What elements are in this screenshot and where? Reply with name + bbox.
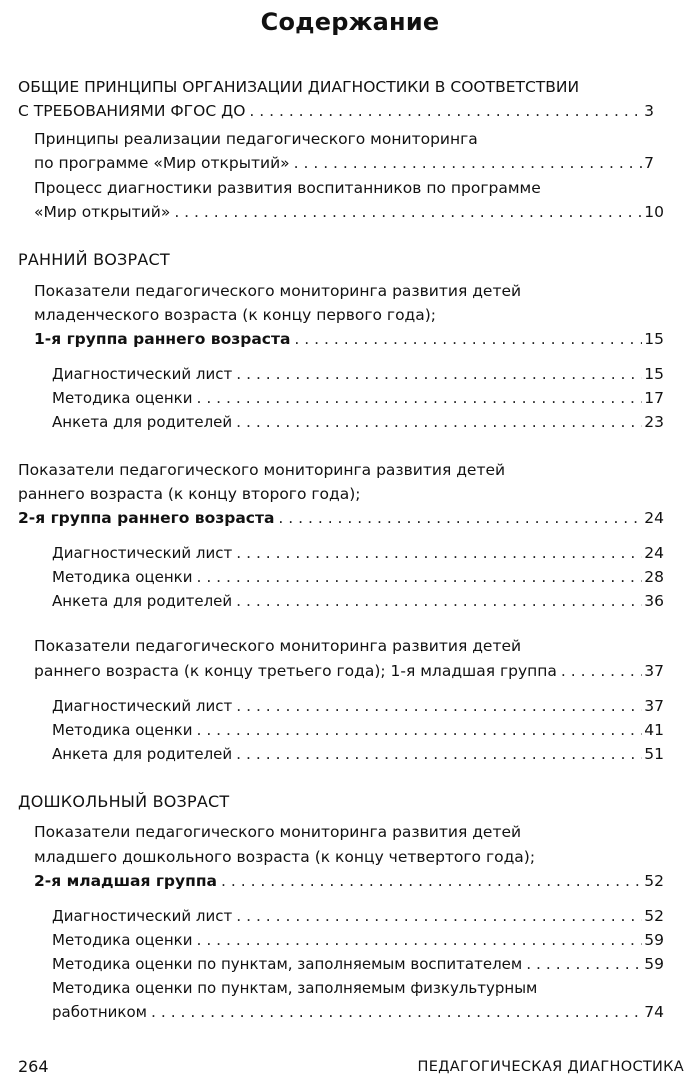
- toc-sub-entry[interactable]: [52, 694, 664, 718]
- toc-entry-text: 2-я группа раннего возраста: [18, 509, 275, 527]
- toc-page-number: 15: [644, 330, 664, 348]
- toc-group-line2: младшего дошкольного возраста (к концу четвертого года);: [34, 848, 536, 866]
- toc-entry-text: Анкета для родителей: [52, 745, 233, 763]
- toc-entry-early-group1[interactable]: [34, 327, 664, 351]
- toc-entry-text: 1-я группа раннего возраста: [34, 330, 291, 348]
- toc-group-line2: младенческого возраста (к концу первого года);: [34, 306, 437, 324]
- toc-sub-entry[interactable]: [52, 928, 664, 952]
- toc-page-number: 36: [644, 592, 664, 610]
- toc-entry-text: 2-я младшая группа: [34, 872, 218, 890]
- toc-entry-text: Анкета для родителей: [52, 592, 233, 610]
- leader-dots: [294, 327, 642, 351]
- toc-page-number: 28: [644, 568, 664, 586]
- toc-page-number: 41: [644, 721, 664, 739]
- page-title: Содержание: [260, 8, 440, 36]
- toc-entry-text: Диагностический лист: [52, 544, 233, 562]
- toc-group-line1: Показатели педагогического мониторинга развития детей: [18, 461, 506, 479]
- leader-dots: [196, 928, 642, 952]
- toc-page-number: 52: [644, 907, 664, 925]
- toc-entry-early-group3[interactable]: [34, 659, 664, 683]
- toc-entry-text: Методика оценки: [52, 931, 193, 949]
- leader-dots: [236, 410, 642, 434]
- toc-sub-entry[interactable]: [52, 1000, 664, 1024]
- toc-entry-text: Анкета для родителей: [52, 413, 233, 431]
- toc-page-number: 23: [644, 413, 664, 431]
- toc-page-number: 59: [644, 955, 664, 973]
- leader-dots: [236, 541, 642, 565]
- toc-sub-entry[interactable]: [52, 410, 664, 434]
- toc-sub-entry[interactable]: [52, 541, 664, 565]
- leader-dots: [236, 694, 642, 718]
- toc-entry-early-group2[interactable]: [18, 506, 664, 530]
- toc-page-number: 10: [644, 203, 664, 221]
- toc-group-line1: Показатели педагогического мониторинга развития детей: [34, 282, 522, 300]
- toc-entry-text: С ТРЕБОВАНИЯМИ ФГОС ДО: [18, 102, 246, 120]
- toc-sub-entry[interactable]: [52, 386, 664, 410]
- toc-entry-text: Диагностический лист: [52, 907, 233, 925]
- toc-page-number: 3: [644, 102, 654, 120]
- toc-page-number: 59: [644, 931, 664, 949]
- toc-general-line1: ОБЩИЕ ПРИНЦИПЫ ОРГАНИЗАЦИИ ДИАГНОСТИКИ В СООТВЕТСТВИИ: [18, 78, 580, 96]
- toc-entry-text: Методика оценки: [52, 389, 193, 407]
- toc-entry-text: работником: [52, 1003, 147, 1021]
- leader-dots: [236, 742, 642, 766]
- leader-dots: [196, 718, 642, 742]
- toc-entry-general[interactable]: [18, 99, 654, 123]
- toc-sub-entry[interactable]: [52, 362, 664, 386]
- toc-entry-process[interactable]: [34, 200, 664, 224]
- leader-dots: [236, 362, 642, 386]
- toc-entry-text: Диагностический лист: [52, 697, 233, 715]
- leader-dots: [236, 589, 642, 613]
- leader-dots: [221, 869, 642, 893]
- leader-dots: [196, 565, 642, 589]
- toc-entry-text: Методика оценки: [52, 568, 193, 586]
- toc-sub-entry[interactable]: [52, 565, 664, 589]
- toc-sub-line1: Методика оценки по пунктам, заполняемым физкультурным: [52, 979, 538, 997]
- section-heading-early: РАННИЙ ВОЗРАСТ: [18, 250, 170, 269]
- toc-page-number: 17: [644, 389, 664, 407]
- toc-entry-text: Методика оценки: [52, 721, 193, 739]
- toc-page-number: 24: [644, 509, 664, 527]
- leader-dots: [249, 99, 642, 123]
- toc-group-line2: раннего возраста (к концу второго года);: [18, 485, 361, 503]
- toc-sub-entry[interactable]: [52, 904, 664, 928]
- toc-entry-text: по программе «Мир открытий»: [34, 154, 290, 172]
- toc-page-number: 7: [644, 154, 654, 172]
- toc-page-number: 74: [644, 1003, 664, 1021]
- leader-dots: [196, 386, 642, 410]
- toc-item-line1: Процесс диагностики развития воспитанников по программе: [34, 179, 541, 197]
- toc-group-line1: Показатели педагогического мониторинга развития детей: [34, 823, 522, 841]
- toc-page-number: 24: [644, 544, 664, 562]
- toc-entry-text: Диагностический лист: [52, 365, 233, 383]
- toc-entry-preschool-group1[interactable]: [34, 869, 664, 893]
- toc-page-number: 52: [644, 872, 664, 890]
- toc-item-line1: Принципы реализации педагогического мониторинга: [34, 130, 478, 148]
- page-number: 264: [18, 1057, 49, 1076]
- toc-sub-entry[interactable]: [52, 718, 664, 742]
- running-title: ПЕДАГОГИЧЕСКАЯ ДИАГНОСТИКА: [417, 1059, 684, 1075]
- leader-dots: [561, 659, 642, 683]
- section-heading-preschool: ДОШКОЛЬНЫЙ ВОЗРАСТ: [18, 792, 230, 811]
- leader-dots: [526, 952, 642, 976]
- toc-page-number: 37: [644, 662, 664, 680]
- toc-sub-entry[interactable]: [52, 742, 664, 766]
- toc-entry-principles[interactable]: [34, 151, 654, 175]
- toc-entry-text: «Мир открытий»: [34, 203, 171, 221]
- toc-page-number: 15: [644, 365, 664, 383]
- leader-dots: [278, 506, 642, 530]
- leader-dots: [151, 1000, 642, 1024]
- leader-dots: [294, 151, 642, 175]
- toc-page-number: 37: [644, 697, 664, 715]
- toc-group-line1: Показатели педагогического мониторинга развития детей: [34, 637, 522, 655]
- toc-entry-text: раннего возраста (к концу третьего года); 1-я младшая группа: [34, 662, 557, 680]
- leader-dots: [174, 200, 642, 224]
- toc-sub-entry[interactable]: [52, 952, 664, 976]
- leader-dots: [236, 904, 642, 928]
- toc-sub-entry[interactable]: [52, 589, 664, 613]
- toc-entry-text: Методика оценки по пунктам, заполняемым воспитателем: [52, 955, 523, 973]
- toc-page-number: 51: [644, 745, 664, 763]
